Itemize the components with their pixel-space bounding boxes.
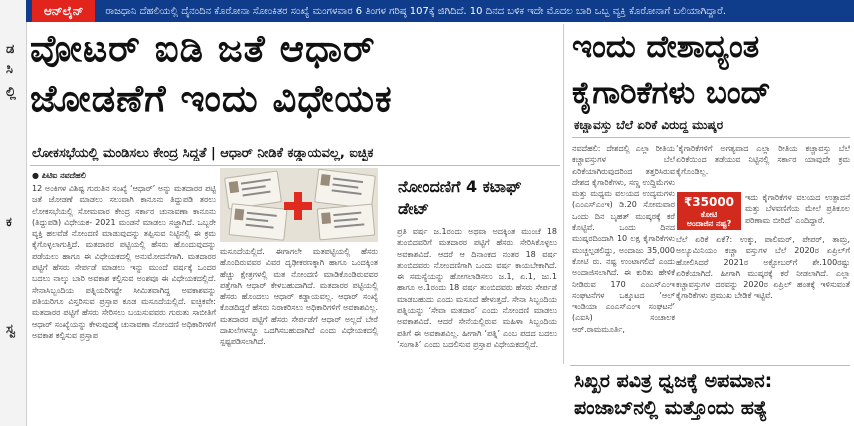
- divider: [30, 165, 560, 166]
- article-column: ನವದೆಹಲಿ: ದೇಶದಲ್ಲಿ ಎಲ್ಲಾ ರೀತಿಯ ಕಚ್ಚಾವಸ್ತುಗಳ ಬೆಲೆ ಏರಿಕೆಯಾಗಿರುವುದರಿಂದ ತತ್ತರಿಸಿರುವ ದೇಶದ ಕೈಗಾರಿಕೆಗಳು, ಸಣ್ಣ ಉದ್ದಿಮೆಗಳು ಮತ್ತು ಮಧ್ಯಮ ವಲಯದ ಉದ್ಯಮಗಳು (ಎಂಎಸ್‌ಎಂಇ) ಡಿ.20 ಸೋಮವಾರ ಒಂದು ದಿನ ಬೃಹತ್ ಮುಷ್ಕರಕ್ಕೆ ಕರೆ ಕೊಟ್ಟಿವೆ. ಒಂದು ದಿನದ ಮುಷ್ಕರದಿಂದಾಗಿ 10 ಲಕ್ಷ ಕೈಗಾರಿಕೆಗಳು ಮುಚ್ಚಲ್ಪಡಲಿದ್ದು, ಅಂದಾಜು 35,000 ಕೋಟಿ ರು. ನಷ್ಟ ಉಂಟಾಗಲಿದೆ ಎಂದು ಅಂದಾಜಿಸಲಾಗಿದೆ. ಈ ಕುರಿತು ಹೇಳಿಕೆ ನೀಡಿರುವ 170 ಎಂಎಸ್‌ಎಂಇ ಸಂಘಟನೆಗಳ ಒಕ್ಕೂಟದ ‘ಆಲ್ ಇಂಡಿಯಾ ಎಂಎಸ್‌ಎಂಇ ಸಂಘಟನೆ’ (ಎಐಸಿ) ಸಂಚಾಲಕ ಆರ್.ರಾಮಮೂರ್ತಿ,: [572, 144, 675, 334]
- article-column: ‘ಕೈಗಾರಿಕೆಗಳಿಗೆ ಅಗತ್ಯವಾದ ಎಲ್ಲಾ ರೀತಿಯ ಕಚ್ಚಾವಸ್ತು ಬೆಲೆ ಏರಿಕೆಯಿಂದ ತಡೆಯುವ ನಿಟ್ಟಿನಲ್ಲಿ ಸರ್ಕಾರ ಯಾವುದೇ ಕ್ರಮ ಕೈಗೊಂಡಿಲ್ಲ.: [676, 144, 850, 176]
- right-headline: [572, 24, 850, 116]
- main-headline-line1: ವೋಟರ್ ಐಡಿ ಜತೆ ಆಧಾರ್: [30, 27, 376, 70]
- box-story-body: ಪ್ರತಿ ವರ್ಷ ಜ.1ರಂದು ಅಥವಾ ಅದಕ್ಕಿಂತ ಮುಂಚೆ 18 ತುಂಬಿದವರಿಗೆ ಮತದಾರರ ಪಟ್ಟಿಗೆ ಹೆಸರು ಸೇರಿಸಿಕೊಳ್ಳಲು ಅವಕಾಶವಿದೆ. ಆದರೆ ಆ ದಿನಾಂಕದ ನಂತರ 18 ವರ್ಷ ತುಂಬಿದವರು ನೋಂದಣಿಗಾಗಿ ಒಂದು ವರ್ಷ ಕಾಯಬೇಕಾಗಿದೆ. ಈ ಸಮಸ್ಯೆಯನ್ನು ಹೋಗಲಾಡಿಸಲು ಜ.1, ಏ.1, ಜು.1 ಹಾಗೂ ಅ.1ರಂದು 18 ವರ್ಷ ತುಂಬಿದವರು ಹೆಸರು ಸೇರ್ಪಡೆ ಮಾಡಬಹುದು ಎಂದು ಮಸೂದೆ ಹೇಳುತ್ತದೆ. ಸೇನಾ ಸಿಬ್ಬಂದಿಯ ಪತ್ನಿಯನ್ನು ‘ಸೇವಾ ಮತದಾರ’ ಎಂದು ನೋಂದಣಿ ಮಾಡಲು ಅವಕಾಶವಿದೆ. ಆದರೆ ಸೇನೆಯಲ್ಲಿರುವ ಮಹಿಳಾ ಸಿಬ್ಬಂದಿಯ ಪತಿಗೆ ಈ ಅವಕಾಶವಿಲ್ಲ. ಹೀಗಾಗಿ ‘ಪತ್ನಿ’ ಎಂಬ ಪದದ ಬದಲು ‘ಸಂಗಾತಿ’ ಎಂದು ಬದಲಿಸುವ ಪ್ರಸ್ತಾಪ ವಿಧೇಯಕದಲ್ಲಿದೆ.: [397, 227, 557, 349]
- loss-caption: ಅಂದಾಜಿನ ನಷ್ಟ?: [686, 219, 732, 228]
- bottom-headline-line2: ಪಂಜಾಬ್‌ನಲ್ಲಿ ಮತ್ತೊಂದು ಹತ್ಯೆ: [574, 397, 768, 419]
- aadhaar-cards-photo: [220, 168, 378, 242]
- article-column: 12 ಅಂಕಿಗಳ ವಿಶಿಷ್ಟ ಗುರುತಿನ ಸಂಖ್ಯೆ ‘ಆಧಾರ್’ ಅನ್ನು ಮತದಾರರ ಪಟ್ಟಿ ಜತೆ ಜೋಡಣೆ ಮಾಡಲು ಸಲುವಾಗಿ ಕಾನೂನು ತಿದ್ದುಪಡಿ ತರಲು ಲೋಕಸಭೆಯಲ್ಲಿ ಸೋಮವಾರ ಕೇಂದ್ರ ಸರ್ಕಾರ ಚುನಾವಣಾ ಕಾನೂನು (ತಿದ್ದುಪಡಿ) ವಿಧೇಯಕ- 2021 ಮಂಡನೆ ಮಾಡಲು ಸಜ್ಜಾಗಿದೆ. ಒಬ್ಬರೇ ವ್ಯಕ್ತಿ ಹಲವೆಡೆ ನೋಂದಣಿ ಮಾಡುವುದನ್ನು ತಪ್ಪಿಸುವ ನಿಟ್ಟಿನಲ್ಲಿ ಈ ಕ್ರಮ ಕೈಗೊಳ್ಳಲಾಗುತ್ತಿದೆ. ಮತದಾರರ ಪಟ್ಟಿಯಲ್ಲಿ ಹೆಸರು ಹೊಂದುವುದನ್ನು ಪಡೆಯಲು ಹಾಗೂ ಈ ವಿಧೇಯಕದಲ್ಲಿ ಅನುಮೋದನೆಗಾಗಿ. ಮತದಾರರ ಪಟ್ಟಿಗೆ ಹೆಸರು ಸೇರ್ಪಡೆ ಮಾಡಲು ಇನ್ನು ಮುಂದೆ ವರ್ಷಕ್ಕೆ ಒಂದರ ಬದಲು ನಾಲ್ಕು ಬಾರಿ ಅವಕಾಶ ಕಲ್ಪಿಸುವ ಅಂಶವೂ ಈ ವಿಧೇಯಕದಲ್ಲಿದೆ. ಸೇನಾಸಿಬ್ಬಂದಿಯ ಪತ್ನಿಯರಿಗಷ್ಟೇ ಸೀಮಿತವಾಗಿದ್ದ ಅವಕಾಶವನ್ನು ಪತಿಯರಿಗೂ ವಿಸ್ತರಿಸುವ ಪ್ರಸ್ತಾಪ ಕೂಡ ಮಸೂದೆಯಲ್ಲಿದೆ. ಐಚ್ಛಿಕವೇ: ಮತದಾರರ ಪಟ್ಟಿಗೆ ಹೆಸರು ಸೇರಿಸಲು ಬಯಸುವವರು ಗುರುತು ಸಾಬೀತಿಗೆ ಆಧಾರ್ ಸಂಖ್ಯೆಯನ್ನು ಕೇಳುವುದಕ್ಕೆ ಚುನಾವಣಾ ನೋಂದಣಿ ಅಧಿಕಾರಿಗಳಿಗೆ ಅವಕಾಶ ಕಲ್ಪಿಸುವ ಪ್ರಸ್ತಾಪ: [32, 184, 216, 340]
- divider: [572, 137, 850, 138]
- divider: [570, 365, 850, 366]
- ticker-text: ರಾಜಧಾನಿ ದೆಹಲಿಯಲ್ಲಿ ದೈನಂದಿನ ಕೊರೋನಾ ಸೋಂಕಿತರ ಸಂಖ್ಯೆ ಮಂಗಳವಾರ 6 ತಿಂಗಳ ಗರಿಷ್ಠ 107ಕ್ಕೆ ಜಿಗಿದಿದೆ. 10 ದಿನದ ಬಳಿಕ ಇದೇ ಮೊದಲ ಬಾರಿ ಒಬ್ಬ ವ್ಯಕ್ತಿ ಕೊರೋನಾಗೆ ಬಲಿಯಾಗಿದ್ದಾರೆ.: [105, 5, 727, 17]
- right-headline-line2: ಕೈಗಾರಿಕೆಗಳು ಬಂದ್: [572, 75, 771, 111]
- edge-char: ಸಿ: [6, 62, 13, 77]
- edge-char: ಕ: [6, 215, 12, 230]
- main-headline-line2: ಜೋಡಣೆಗೆ ಇಂದು ವಿಧೇಯಕ: [30, 77, 393, 120]
- loss-amount: ₹35000: [683, 195, 735, 209]
- byline: ● ಪಿಟಿಐ ನವದೆಹಲಿ: [32, 171, 86, 180]
- bottom-headline-line1: ಸಿಖ್ಖರ ಪವಿತ್ರ ಧ್ವಜಕ್ಕೆ ಅಪಮಾನ:: [574, 370, 773, 392]
- edge-char: ಸ್ವ: [6, 322, 16, 337]
- article-column: ಬೆಲೆ ಏರಿಕೆ ಏಕೆ?: ಉಕ್ಕು, ಪಾಲಿಮರ್, ಪೇಪರ್, ತಾಮ್ರ, ಅಲ್ಯೂಮಿನಿಯಂ ಕಚ್ಚಾ ವಸ್ತುಗಳ ಬೆಲೆ 2020ರ ಏಪ್ರಿಲ್‌ಗೆ ಹೋಲಿಸಿದರೆ 2021ರ ಅಕ್ಟೋಬರ್‌ಗೆ ಶೇ.100ರಷ್ಟು ಏರಿಕೆಯಾಗಿದೆ. ಹೀಗಾಗಿ ಮುಷ್ಕರಕ್ಕೆ ಕರೆ ನೀಡಲಾಗಿದೆ. ಎಲ್ಲಾ ಕಚ್ಚಾವಸ್ತುಗಳ ದರವನ್ನು 2020ರ ಏಪ್ರಿಲ್ ಹಂತಕ್ಕೆ ಇಳಿಸುವಂತೆ ಕೈಗಾರಿಕೆಗಳು ಪ್ರಮುಖ ಬೇಡಿಕೆ ಇಟ್ಟಿವೆ.: [676, 235, 850, 301]
- article-column: ಮಸೂದೆಯಲ್ಲಿದೆ. ಈಗಾಗಲೇ ಮತಪಟ್ಟಿಯಲ್ಲಿ ಹೆಸರು ಹೊಂದಿರುವವರ ವಿವರ ದೃಢೀಕರಣಕ್ಕಾಗಿ ಹಾಗೂ ಒಂದಕ್ಕಿಂತ ಹೆಚ್ಚು ಕ್ಷೇತ್ರಗಳಲ್ಲಿ ಮತ ನೋಂದಣಿ ಮಾಡಿಕೊಂಡಿರುವವರ ಪತ್ತೆಗಾಗಿ ಆಧಾರ್ ಕೇಳಬಹುದಾಗಿದೆ. ಮತದಾರರ ಪಟ್ಟಿಯಲ್ಲಿ ಹೆಸರು ಹೊಂದಲು ಆಧಾರ್ ಕಡ್ಡಾಯವಲ್ಲ. ಆಧಾರ್ ಸಂಖ್ಯೆ ಕೊಡದಿದ್ದರೆ ಹೆಸರು ನಿರಾಕರಿಸಲು ಅಧಿಕಾರಿಗಳಿಗೆ ಅವಕಾಶವಿಲ್ಲ. ಮತದಾರರ ಪಟ್ಟಿಗೆ ಹೆಸರು ಸೇರ್ಪಡೆಗೆ ಆಧಾರ್ ಅಲ್ಲದೆ ಬೇರೆ ದಾಖಲೆಗಳನ್ನೂ ಒದಗಿಸಬಹುದಾಗಿದೆ ಎಂದು ವಿಧೇಯಕದಲ್ಲಿ ಸ್ಪಷ್ಟಪಡಿಸಲಾಗಿದೆ.: [220, 247, 378, 347]
- main-subhead: ಲೋಕಸಭೆಯಲ್ಲಿ ಮಂಡಿಸಲು ಕೇಂದ್ರ ಸಿದ್ಧತೆ | ಆಧಾರ್ ನೀಡಿಕೆ ಕಡ್ಡಾಯವಲ್ಲ, ಐಚ್ಛಿಕ: [32, 146, 374, 161]
- left-edge-strip: [0, 0, 27, 426]
- right-headline-line1: ಇಂದು ದೇಶಾದ್ಯಂತ: [572, 29, 760, 65]
- loss-label: [677, 210, 741, 228]
- plus-icon: [284, 192, 312, 220]
- box-story-headline: ನೋಂದಣಿಗೆ 4 ಕಟಾಫ್ ಡೇಟ್: [398, 177, 522, 218]
- right-subhead: ಕಚ್ಚಾವಸ್ತು ಬೆಲೆ ಏರಿಕೆ ವಿರುದ್ಧ ಮುಷ್ಕರ: [574, 118, 724, 132]
- loss-unit: ಕೋಟಿ: [700, 210, 718, 219]
- edge-char: ಡ: [6, 42, 15, 57]
- loss-estimate-box: [677, 192, 741, 230]
- edge-char: ಲ್ಲಿ: [6, 85, 16, 100]
- column-divider: [563, 24, 564, 364]
- main-headline: [30, 24, 560, 124]
- bottom-headline: [574, 368, 852, 422]
- article-column: ಇದು ಕೈಗಾರಿಕೆಗಳ ವಲಯದ ಉತ್ಪಾದನೆ ಮತ್ತು ಬೆಳವಣಿಗೆಯ ಮೇಲೆ ಪ್ರತಿಕೂಲ ಪರಿಣಾಮ ಬೀರಿದೆ’ ಎಂದಿದ್ದಾರೆ.: [745, 193, 850, 225]
- news-ticker[interactable]: [26, 0, 854, 22]
- ticker-tag: ಆನ್‌ಲೈನ್: [32, 0, 95, 22]
